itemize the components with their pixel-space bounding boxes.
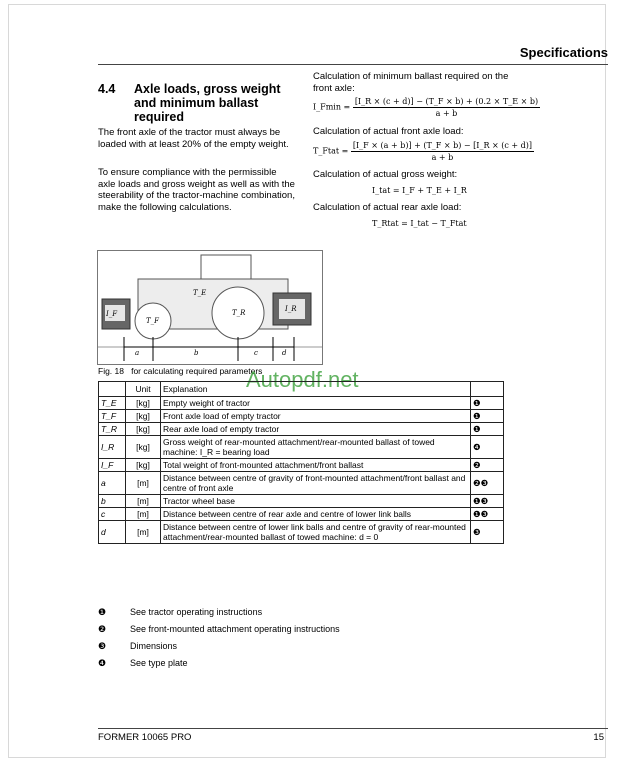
row-symbol: I_R bbox=[99, 436, 126, 459]
row-reference: ❶ bbox=[471, 397, 504, 410]
table-row bbox=[99, 459, 504, 472]
row-reference: ❶❸ bbox=[471, 495, 504, 508]
row-explanation: Tractor wheel base bbox=[161, 495, 471, 508]
row-reference: ❹ bbox=[471, 436, 504, 459]
header-reference bbox=[471, 382, 504, 397]
header-symbol bbox=[99, 382, 126, 397]
legend-mark: ❸ bbox=[98, 641, 107, 651]
table-row bbox=[99, 521, 504, 544]
page-number: 15 bbox=[593, 732, 604, 743]
row-unit: [kg] bbox=[126, 423, 161, 436]
page-header-title: Specifications bbox=[519, 45, 608, 60]
legend-text: See type plate bbox=[130, 658, 188, 668]
reference-legend bbox=[98, 604, 340, 672]
row-explanation: Rear axle load of empty tractor bbox=[161, 423, 471, 436]
figure-tractor-diagram bbox=[97, 250, 323, 365]
formula-min-ballast-numerator: [I_R × (c + d)] − (T_F × b) + (0.2 × T_E × b) bbox=[354, 97, 539, 106]
row-reference: ❷❸ bbox=[471, 472, 504, 495]
row-unit: [kg] bbox=[126, 459, 161, 472]
table-row bbox=[99, 423, 504, 436]
row-unit: [m] bbox=[126, 521, 161, 544]
row-symbol: a bbox=[99, 472, 126, 495]
watermark: Autopdf.net bbox=[246, 367, 359, 392]
calc-rear-axle-label: Calculation of actual rear axle load: bbox=[313, 202, 462, 213]
formula-gross-weight: I_tat = I_F + T_E + I_R bbox=[372, 186, 467, 195]
table-row bbox=[99, 495, 504, 508]
row-explanation: Total weight of front-mounted attachment/front ballast bbox=[161, 459, 471, 472]
label-d: d bbox=[282, 349, 287, 357]
paragraph-front-axle: The front axle of the tractor must always be loaded with at least 20% of the empty weight. bbox=[98, 127, 289, 150]
section-number: 4.4 bbox=[98, 82, 116, 96]
label-ir: I_R bbox=[285, 305, 297, 313]
legend-item bbox=[98, 604, 340, 621]
label-te: T_E bbox=[193, 289, 207, 297]
row-symbol: c bbox=[99, 508, 126, 521]
table-row bbox=[99, 410, 504, 423]
formula-min-ballast-lhs: I_Fmin = bbox=[313, 102, 351, 112]
row-unit: [m] bbox=[126, 495, 161, 508]
label-tf: T_F bbox=[146, 317, 160, 325]
figure-caption-number: Fig. 18 bbox=[98, 366, 124, 376]
formula-min-ballast-denominator: a + b bbox=[435, 109, 458, 118]
legend-text: Dimensions bbox=[130, 641, 178, 651]
legend-item bbox=[98, 638, 340, 655]
row-explanation: Front axle load of empty tractor bbox=[161, 410, 471, 423]
row-explanation: Gross weight of rear-mounted attachment/rear-mounted ballast of towed machine: I_R = bearing load bbox=[161, 436, 471, 459]
formula-front-axle-numerator: [I_F × (a + b)] + (T_F × b) − [I_R × (c + d)] bbox=[352, 141, 533, 150]
table-row bbox=[99, 397, 504, 410]
row-unit: [m] bbox=[126, 472, 161, 495]
tractor-drawing bbox=[98, 251, 322, 364]
row-explanation: Distance between centre of rear axle and centre of lower link balls bbox=[161, 508, 471, 521]
row-reference: ❶ bbox=[471, 423, 504, 436]
formula-front-axle bbox=[313, 141, 534, 162]
row-unit: [kg] bbox=[126, 397, 161, 410]
row-reference: ❶❸ bbox=[471, 508, 504, 521]
header-rule bbox=[98, 64, 608, 65]
row-symbol: I_F bbox=[99, 459, 126, 472]
table-header-row bbox=[99, 382, 504, 397]
row-unit: [kg] bbox=[126, 436, 161, 459]
table-row bbox=[99, 508, 504, 521]
row-reference: ❷ bbox=[471, 459, 504, 472]
formula-min-ballast bbox=[313, 97, 540, 118]
parameter-table bbox=[98, 381, 504, 544]
row-unit: [m] bbox=[126, 508, 161, 521]
figure-caption-text: for calculating required parameters bbox=[131, 366, 263, 376]
footer-model: FORMER 10065 PRO bbox=[98, 732, 192, 743]
legend-item bbox=[98, 655, 340, 672]
footer-rule bbox=[98, 728, 608, 729]
row-symbol: d bbox=[99, 521, 126, 544]
legend-text: See front-mounted attachment operating instructions bbox=[130, 624, 340, 634]
row-explanation: Distance between centre of gravity of front-mounted attachment/front ballast and centre of front axle bbox=[161, 472, 471, 495]
row-explanation: Distance between centre of lower link balls and centre of gravity of rear-mounted attachment/rear-mounted ballast of towed machine: d = 0 bbox=[161, 521, 471, 544]
figure-caption bbox=[98, 366, 262, 376]
calc-front-axle-label: Calculation of actual front axle load: bbox=[313, 126, 464, 137]
paragraph-compliance: To ensure compliance with the permissible axle loads and gross weight as well as with the steerability of the tractor-machine combination, make the following calculations. bbox=[98, 167, 295, 213]
row-reference: ❸ bbox=[471, 521, 504, 544]
table-row bbox=[99, 436, 504, 459]
calc-min-ballast-label: Calculation of minimum ballast required on the front axle: bbox=[313, 71, 509, 94]
legend-mark: ❶ bbox=[98, 607, 107, 617]
calc-gross-weight-label: Calculation of actual gross weight: bbox=[313, 169, 458, 180]
label-b: b bbox=[194, 349, 199, 357]
row-symbol: T_R bbox=[99, 423, 126, 436]
formula-front-axle-lhs: T_Ftat = bbox=[313, 146, 349, 156]
section-title: Axle loads, gross weight and minimum ballast required bbox=[134, 82, 281, 124]
formula-front-axle-denominator: a + b bbox=[431, 153, 454, 162]
label-if: I_F bbox=[106, 310, 118, 318]
table-row bbox=[99, 472, 504, 495]
row-reference: ❶ bbox=[471, 410, 504, 423]
label-tr: T_R bbox=[232, 309, 246, 317]
label-c: c bbox=[254, 349, 258, 357]
legend-mark: ❹ bbox=[98, 658, 107, 668]
label-a: a bbox=[135, 349, 140, 357]
legend-text: See tractor operating instructions bbox=[130, 607, 263, 617]
row-explanation: Empty weight of tractor bbox=[161, 397, 471, 410]
formula-rear-axle: T_Rtat = I_tat − T_Ftat bbox=[372, 219, 467, 228]
header-explanation: Explanation bbox=[161, 382, 471, 397]
legend-mark: ❷ bbox=[98, 624, 107, 634]
row-symbol: T_E bbox=[99, 397, 126, 410]
row-unit: [kg] bbox=[126, 410, 161, 423]
legend-item bbox=[98, 621, 340, 638]
row-symbol: b bbox=[99, 495, 126, 508]
row-symbol: T_F bbox=[99, 410, 126, 423]
header-unit: Unit bbox=[126, 382, 161, 397]
